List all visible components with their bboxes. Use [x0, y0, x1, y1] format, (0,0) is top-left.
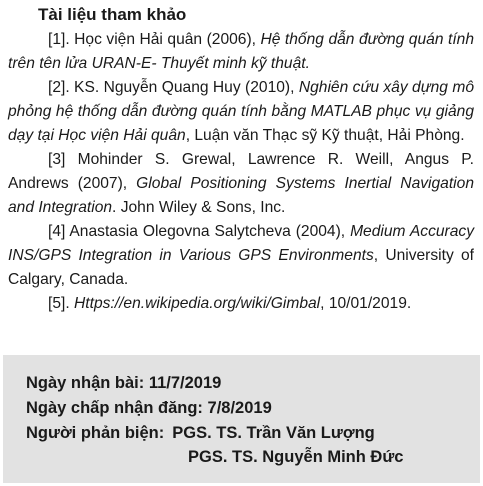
reference-text: , Luận văn Thạc sỹ Kỹ thuật, Hải Phòng.: [185, 127, 465, 144]
reference-text: , 10/01/2019.: [320, 295, 412, 312]
reference-title: Https://en.wikipedia.org/wiki/Gimbal: [74, 295, 321, 312]
review-info-box: [3, 355, 480, 483]
reference-item-5: [8, 292, 474, 316]
reference-text: [2]. KS. Nguyễn Quang Huy (2010),: [48, 79, 299, 96]
reference-title: Medium Accuracy INS/GPS Integration in Various GPS Environments: [8, 223, 475, 264]
reference-text: . John Wiley & Sons, Inc.: [112, 199, 286, 216]
reference-item-1: [8, 28, 474, 76]
reference-text: , University of Calgary, Canada.: [8, 247, 474, 288]
reviewer-name-2: PGS. TS. Nguyễn Minh Đức: [188, 448, 404, 466]
reviewers-line: [26, 422, 375, 444]
reference-text: [1]. Học viện Hải quân (2006),: [48, 31, 261, 48]
reference-item-2: [8, 76, 474, 148]
reference-item-4: [8, 220, 474, 292]
references-section: [8, 2, 474, 316]
reference-title: Nghiên cứu xây dựng mô phỏng hệ thống dẫn đường quán tính bằng MATLAB phục vụ giảng dạy tại Học viện Hải quân: [8, 79, 474, 144]
reviewer-name-1: PGS. TS. Trần Văn Lượng: [172, 424, 375, 442]
reference-text: [4] Anastasia Olegovna Salytcheva (2004),: [48, 223, 351, 240]
reference-text: [5].: [48, 295, 75, 312]
references-heading: Tài liệu tham khảo: [38, 5, 187, 24]
reference-item-3: [8, 148, 474, 220]
reviewer-label: Người phản biện:: [26, 424, 165, 442]
reference-text: [3] Mohinder S. Grewal, Lawrence R. Weill, Angus P. Andrews (2007),: [8, 151, 474, 192]
reference-title: Hệ thống dẫn đường quán tính trên tên lửa URAN-E- Thuyết minh kỹ thuật.: [8, 31, 474, 72]
accepted-date: Ngày chấp nhận đăng: 7/8/2019: [26, 399, 272, 417]
received-date: Ngày nhận bài: 11/7/2019: [26, 374, 222, 392]
reference-title: Global Positioning Systems Inertial Navigation and Integration: [8, 175, 474, 216]
